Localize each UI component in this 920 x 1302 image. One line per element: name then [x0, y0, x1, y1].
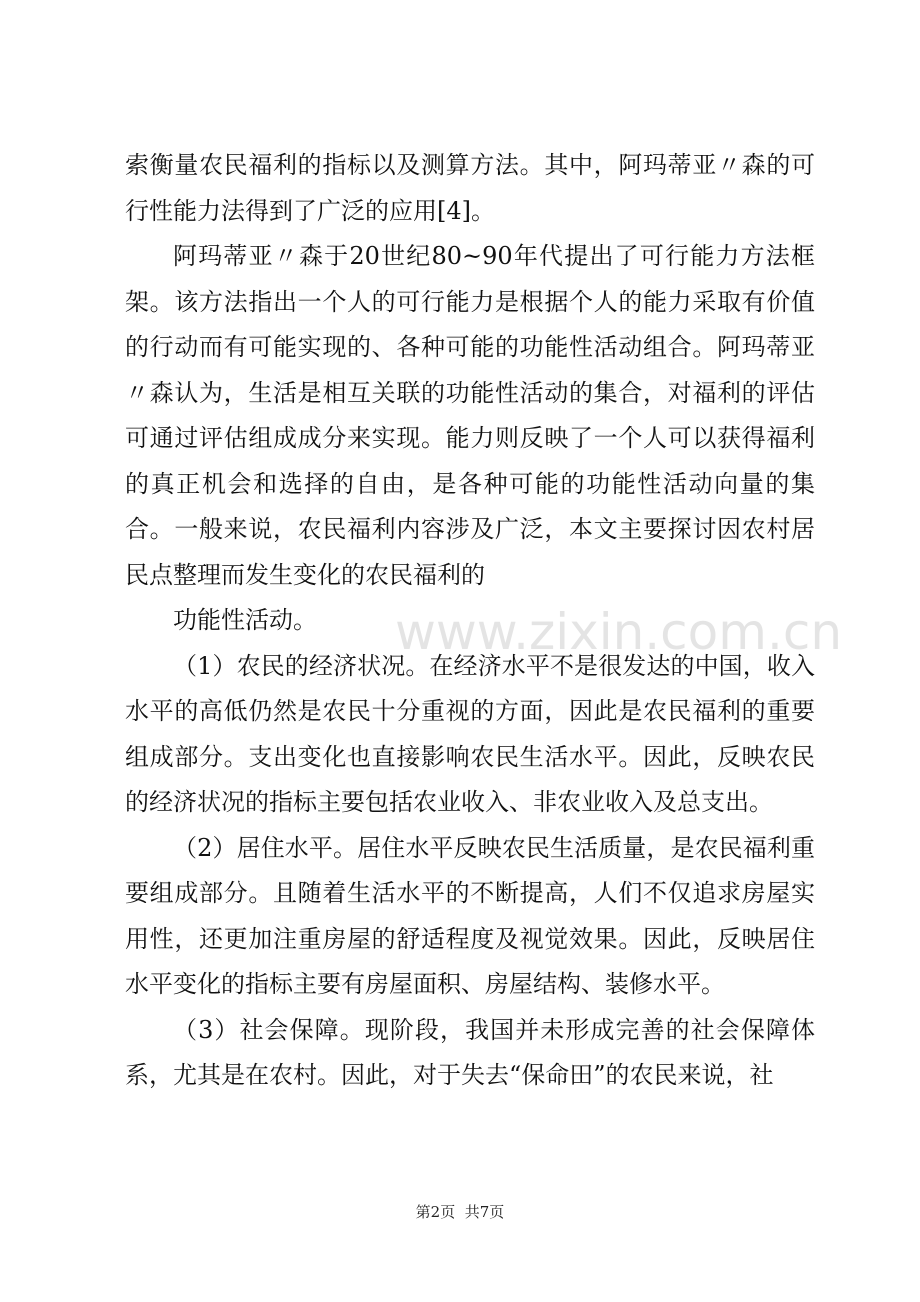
- page-total: 共7页: [464, 1203, 505, 1221]
- paragraph-1: 索衡量农民福利的指标以及测算方法。其中，阿玛蒂亚〃森的可行性能力法得到了广泛的应用[4]。: [125, 151, 815, 225]
- page-footer: [0, 1201, 920, 1222]
- paragraph-5: （2）居住水平。居住水平反映农民生活质量，是农民福利重要组成部分。且随着生活水平的不断提高，人们不仅追求房屋实用性，还更加注重房屋的舒适程度及视觉效果。因此，反映居住水平变化的指标主要有房屋面积、房屋结构、装修水平。: [125, 833, 815, 998]
- watermark: www.zixin.com.cn: [395, 603, 843, 661]
- paragraph-3: 功能性活动。: [173, 606, 317, 634]
- page-number: 第2页: [415, 1203, 456, 1221]
- paragraph-6: （3）社会保障。现阶段，我国并未形成完善的社会保障体系，尤其是在农村。因此，对于失去“保命田”的农民来说，社: [125, 1015, 815, 1089]
- paragraph-2: 阿玛蒂亚〃森于20世纪80~90年代提出了可行能力方法框架。该方法指出一个人的可行能力是根据个人的能力采取有价值的行动而有可能实现的、各种可能的功能性活动组合。阿玛蒂亚〃森认为，生活是相互关联的功能性活动的集合，对福利的评估可通过评估组成成分来实现。能力则反映了一个人可以获得福利的真正机会和选择的自由，是各种可能的功能性活动向量的集合。一般来说，农民福利内容涉及广泛，本文主要探讨因农村居民点整理而发生变化的农民福利的: [125, 242, 815, 589]
- paragraph-4: （1）农民的经济状况。在经济水平不是很发达的中国，收入水平的高低仍然是农民十分重视的方面，因此是农民福利的重要组成部分。支出变化也直接影响农民生活水平。因此，反映农民的经济状况的指标主要包括农业收入、非农业收入及总支出。: [125, 651, 815, 816]
- document-body: [125, 143, 815, 1099]
